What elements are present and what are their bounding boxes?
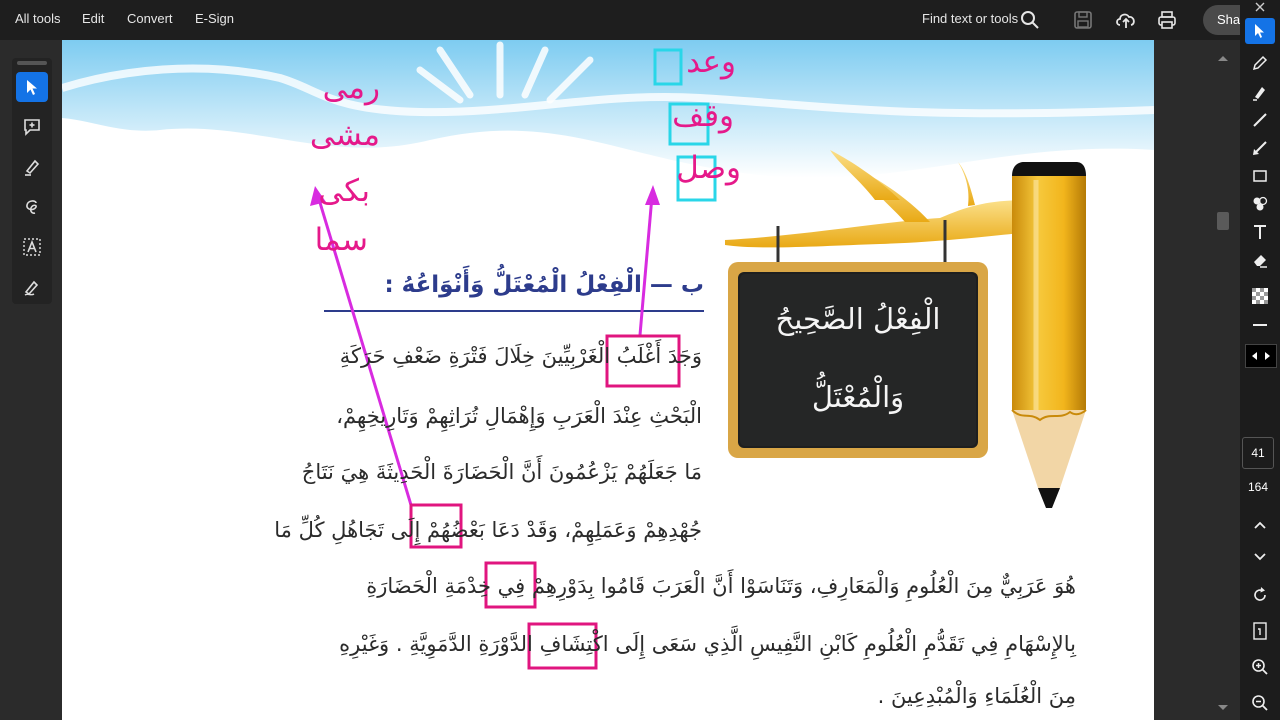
chevron-up-icon (1253, 520, 1267, 530)
expand-toolbar-button[interactable] (1245, 344, 1277, 368)
viewer-background (1154, 40, 1214, 720)
paragraph-line: جُهْدِهِمْ وَعَمَلِهِمْ، وَقَدْ دَعَا بَعْضُهُمْ إِلَى تَجَاهُلِ كُلِّ مَا (274, 518, 702, 542)
section-title: ب — الْفِعْلُ الْمُعْتَلُّ وَأَنْوَاعُهُ : (384, 272, 704, 298)
scroll-up-icon[interactable] (1214, 52, 1232, 64)
scrollbar-thumb[interactable] (1217, 212, 1229, 230)
stroke-width-button[interactable] (1245, 312, 1275, 338)
add-comment-button[interactable] (16, 112, 48, 142)
select-tool-button[interactable] (16, 72, 48, 102)
fill-sign-button[interactable] (16, 272, 48, 302)
marker-icon (1251, 83, 1269, 101)
board-title-line1: الْفِعْلُ الصَّحِيحُ (775, 302, 941, 336)
line-icon (1251, 111, 1269, 129)
text-icon (1251, 223, 1269, 241)
arrow-icon (1251, 139, 1269, 157)
marker-tool-button[interactable] (1245, 79, 1275, 105)
zoom-out-button[interactable] (1245, 690, 1275, 716)
lasso-draw-icon (22, 197, 42, 217)
checkerboard-color-icon (1251, 287, 1269, 305)
line-tool-button[interactable] (1245, 107, 1275, 133)
close-toolbar-button[interactable] (1245, 0, 1275, 14)
chevron-down-icon (1253, 552, 1267, 562)
close-icon (1255, 2, 1265, 12)
annotation-word: رمى (322, 70, 380, 106)
board-title-line2: وَالْمُعْتَلُّ (811, 380, 905, 414)
paragraph-line: مِنَ الْعُلَمَاءِ وَالْمُبْدِعِينَ . (877, 684, 1076, 708)
stamp-tool-button[interactable] (1245, 191, 1275, 217)
find-text-button[interactable]: Find text or tools (922, 11, 1019, 26)
esign-menu[interactable]: E-Sign (195, 11, 235, 26)
total-pages: 164 (1247, 480, 1269, 494)
annotation-word: وعد (686, 44, 736, 80)
text-tool-button[interactable] (1245, 219, 1275, 245)
eraser-icon (1251, 251, 1269, 269)
annotation-word: سما (314, 222, 368, 258)
fill-sign-icon (22, 277, 42, 297)
rectangle-tool-button[interactable] (1245, 163, 1275, 189)
search-icon[interactable] (1020, 10, 1040, 30)
paragraph-line: بِالإِسْهَامِ فِي تَقَدُّمِ الْعُلُومِ كَابْنِ النَّفِيسِ الَّذِي سَعَى إِلَى اكْتِشَافِ الدَّوْرَةِ الدَّمَوِيَّةِ . وَغَيْرِهِ (339, 632, 1076, 656)
rotate-button[interactable] (1245, 582, 1275, 608)
add-comment-icon (22, 117, 42, 137)
annotation-toolbar (1240, 0, 1280, 720)
page-artwork (62, 40, 1154, 720)
share-button[interactable]: Sha (1203, 5, 1263, 35)
expand-horizontal-icon (1250, 351, 1272, 361)
draw-tool-button[interactable] (16, 192, 48, 222)
pencil-tool-button[interactable] (1245, 50, 1275, 76)
rectangle-icon (1251, 167, 1269, 185)
edit-menu[interactable]: Edit (82, 11, 105, 26)
paragraph-line: الْبَحْثِ عِنْدَ الْعَرَبِ وَإِهْمَالِ تُرَاثِهِمْ وَتَارِيخِهِمْ، (336, 404, 702, 428)
all-tools-menu[interactable]: All tools (15, 11, 61, 26)
save-icon[interactable] (1073, 10, 1093, 30)
vertical-scrollbar[interactable] (1214, 40, 1232, 720)
convert-menu[interactable]: Convert (127, 11, 173, 26)
annotation-word: وصل (676, 150, 741, 186)
next-page-button[interactable] (1245, 544, 1275, 570)
annotation-word: مشى (309, 117, 380, 153)
zoom-out-icon (1251, 694, 1269, 712)
fill-color-button[interactable] (1245, 283, 1275, 309)
panel-drag-handle[interactable] (17, 61, 47, 65)
page-number-icon (1252, 622, 1268, 640)
top-toolbar (0, 0, 1240, 40)
cloud-upload-icon[interactable] (1115, 10, 1135, 30)
annotation-word: وقف (672, 98, 734, 134)
text-select-button[interactable] (16, 232, 48, 262)
print-icon[interactable] (1157, 10, 1177, 30)
zoom-in-button[interactable] (1245, 654, 1275, 680)
select-annotation-button[interactable] (1245, 18, 1275, 44)
stroke-width-icon (1251, 316, 1269, 334)
cursor-icon (1253, 23, 1267, 39)
zoom-in-icon (1251, 658, 1269, 676)
stamp-icon (1251, 195, 1269, 213)
annotation-word: بكى (318, 173, 370, 209)
rotate-icon (1251, 586, 1269, 604)
page-thumbnail-button[interactable] (1245, 618, 1275, 644)
previous-page-button[interactable] (1245, 512, 1275, 538)
document-page[interactable] (62, 40, 1154, 720)
current-page-field[interactable]: 41 (1242, 437, 1274, 469)
text-select-icon (22, 237, 42, 257)
quick-tools-panel (12, 58, 52, 304)
highlighter-icon (22, 157, 42, 177)
cursor-icon (24, 78, 40, 96)
eraser-tool-button[interactable] (1245, 247, 1275, 273)
scroll-down-icon[interactable] (1214, 702, 1232, 714)
paragraph-line: وَجَدَ أَغْلَبُ الْغَرْبِيِّينَ خِلَالَ فَتْرَةِ ضَعْفِ حَرَكَةِ (339, 344, 702, 368)
arrow-tool-button[interactable] (1245, 135, 1275, 161)
highlight-tool-button[interactable] (16, 152, 48, 182)
paragraph-line: هُوَ عَرَبِيٌّ مِنَ الْعُلُومِ وَالْمَعَارِفِ، وَتَنَاسَوْا أَنَّ الْعَرَبَ قَامُوا بِدَوْرِهِمْ فِي خِدْمَةِ الْحَضَارَةِ (366, 574, 1076, 598)
pencil-icon (1251, 54, 1269, 72)
paragraph-line: مَا جَعَلَهُمْ يَزْعُمُونَ أَنَّ الْحَضَارَةَ الْحَدِيثَةَ هِيَ نَتَاجُ (301, 460, 702, 484)
